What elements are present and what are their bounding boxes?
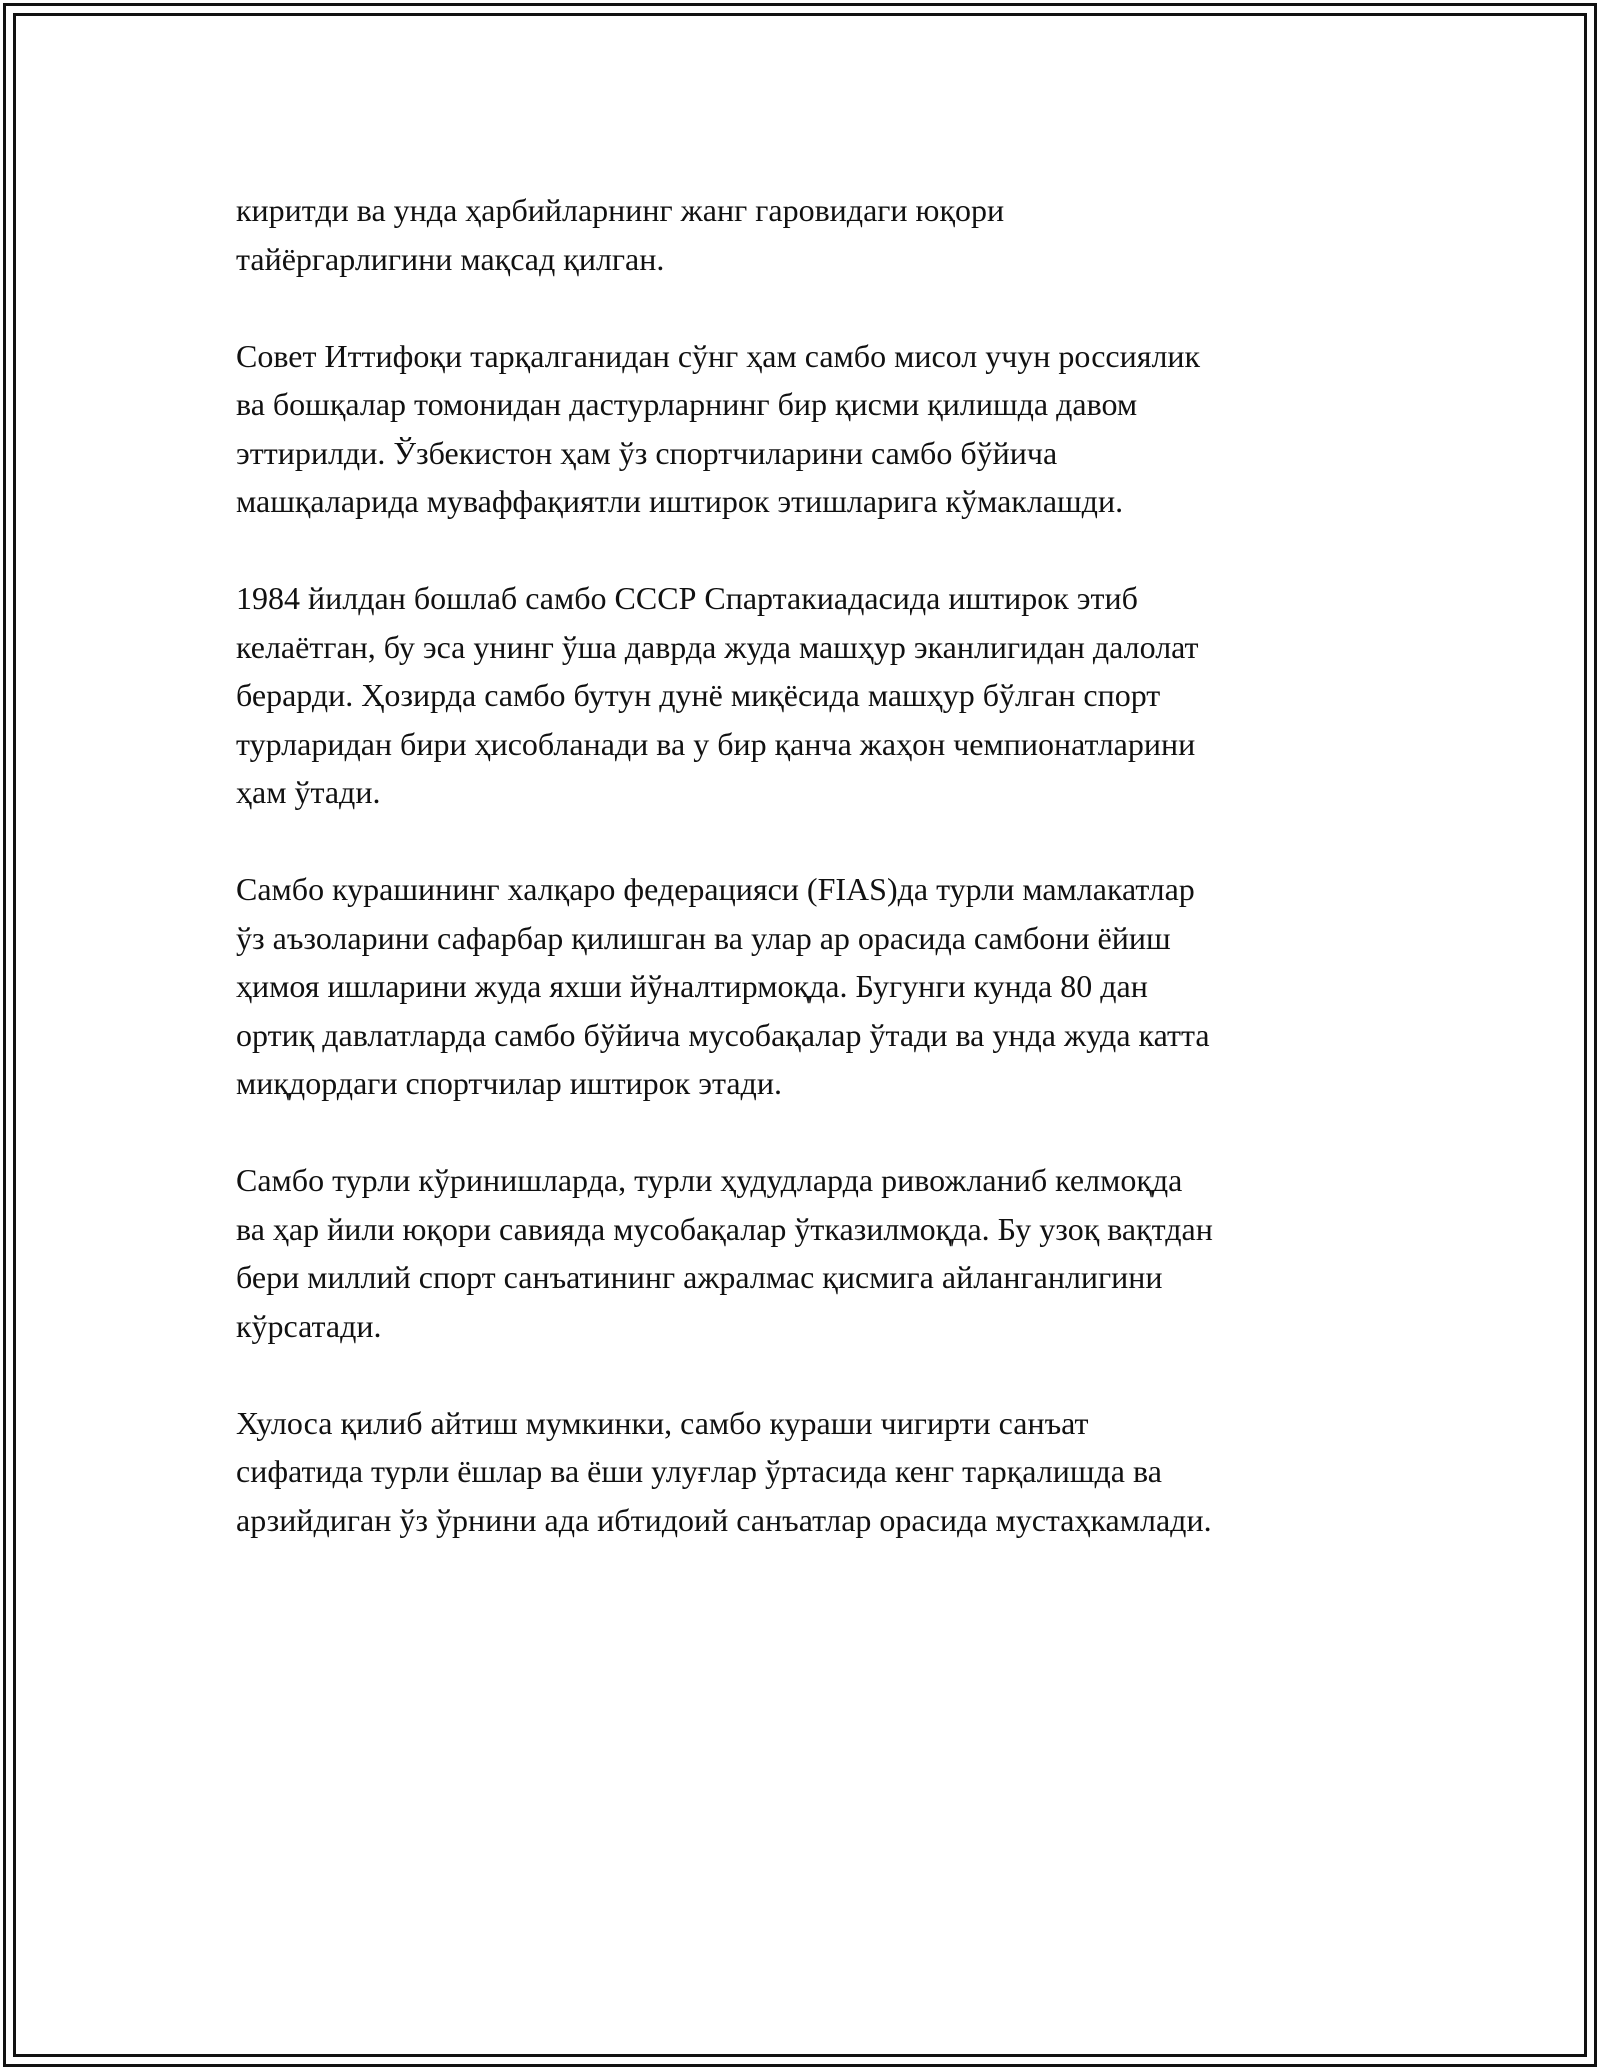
- text-line: ҳимоя ишларини жуда яхши йўналтирмоқда. Бугунги кунда 80 дан: [236, 968, 1148, 1004]
- text-line: арзийдиган ўз ўрнини ада ибтидоий санъатлар орасида мустаҳкамлади.: [236, 1501, 1212, 1538]
- paragraph-1: [236, 186, 1396, 283]
- text-line: ва ҳар йили юқори савияда мусобақалар ўтказилмоқда. Бу узоқ вақтдан: [236, 1210, 1213, 1247]
- text-line: келаётган, бу эса унинг ўша даврда жуда машҳур эканлигидан далолат: [236, 628, 1199, 665]
- text-line: 1984 йилдан бошлаб самбо СССР Спартакиадасида иштирок этиб: [236, 580, 1138, 616]
- text-line: ҳам ўтади.: [236, 774, 381, 810]
- text-line: берарди. Ҳозирда самбо бутун дунё миқёсида машҳур бўлган спорт: [236, 677, 1161, 713]
- text-line: бери миллий спорт санъатининг ажралмас қисмига айланганлигини: [236, 1259, 1163, 1295]
- text-line: эттирилди. Ўзбекистон ҳам ўз спортчиларини самбо бўйича: [236, 434, 1058, 471]
- text-line: сифатида турли ёшлар ва ёши улуғлар ўртасида кенг тарқалишда ва: [236, 1453, 1162, 1489]
- text-line: киритди ва унда ҳарбийларнинг жанг гаровидаги юқори: [236, 192, 1005, 228]
- text-line: Совет Иттифоқи тарқалганидан сўнг ҳам самбо мисол учун россиялик: [236, 337, 1201, 374]
- text-line: Самбо курашининг халқаро федерацияси (FIAS)да турли мамлакатлар: [236, 871, 1195, 907]
- text-line: ва бошқалар томонидан дастурларнинг бир қисми қилишда давом: [236, 386, 1138, 422]
- text-line: турларидан бири ҳисобланади ва у бир қанча жаҳон чемпионатларини: [236, 725, 1196, 762]
- text-line: миқдордаги спортчилар иштирок этади.: [236, 1065, 782, 1101]
- paragraph-2: [236, 332, 1396, 526]
- text-line: ортиқ давлатларда самбо бўйича мусобақалар ўтади ва унда жуда катта: [236, 1016, 1210, 1053]
- paragraph-6: [236, 1399, 1396, 1545]
- text-line: тайёргарлигини мақсад қилган.: [236, 240, 665, 277]
- text-line: машқаларида муваффақиятли иштирок этишларига кўмаклашди.: [236, 483, 1124, 519]
- paragraph-5: [236, 1156, 1396, 1350]
- text-line: Хулоса қилиб айтиш мумкинки, самбо кураши чигирти санъат: [236, 1404, 1089, 1441]
- text-line: кўрсатади.: [236, 1307, 382, 1344]
- document-body: [236, 186, 1396, 1593]
- text-line: ўз аъзоларини сафарбар қилишган ва улар ар орасида самбони ёйиш: [236, 919, 1171, 956]
- paragraph-4: [236, 865, 1396, 1108]
- paragraph-3: [236, 574, 1396, 817]
- text-line: Самбо турли кўринишларда, турли ҳудудларда ривожланиб келмоқда: [236, 1162, 1183, 1198]
